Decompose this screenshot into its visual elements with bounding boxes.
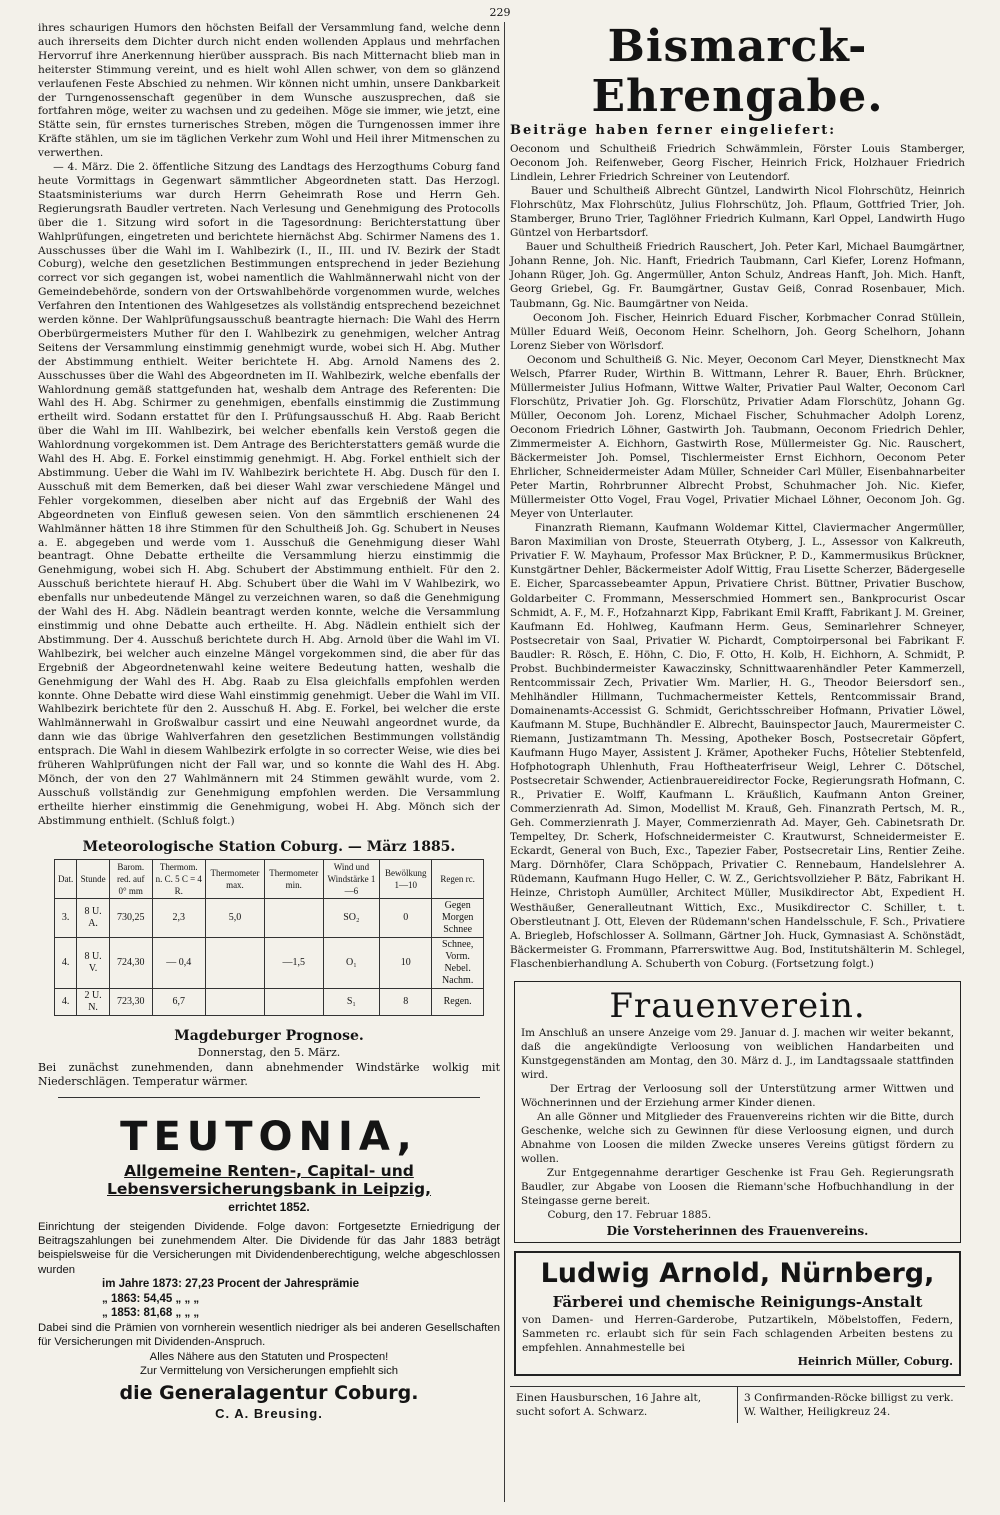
page-number: 229 (489, 6, 511, 19)
arnold-text: von Damen- und Herren-Garderobe, Putzartikeln, Möbelstoffen, Federn, Sammeten rc. erlaubt sich für sein Fach schlagenden Arbeiten bestens zu empfehlen. Annahmestelle bei (522, 1314, 953, 1355)
right-column (510, 22, 965, 1423)
meteo-header: Barom. red. auf 0° mm (109, 859, 152, 898)
meteo-cell: 2 U. N. (77, 988, 110, 1015)
meteo-header: Wind und Windstärke 1—6 (323, 859, 380, 898)
meteo-cell: 723,30 (109, 988, 152, 1015)
frauenverein-title: Frauenverein. (609, 985, 866, 1026)
arnold-subtitle: Färberei und chemische Reinigungs-Anstalt (552, 1293, 923, 1312)
prognose-title: Magdeburger Prognose. (174, 1027, 364, 1044)
teutonia-dividend-row: im Jahre 1873: 27,23 Procent der Jahresprämie (102, 1278, 359, 1291)
arnold-ad (514, 1251, 961, 1376)
teutonia-text-2: Dabei sind die Prämien von vornherein wesentlich niedriger als bei anderen Gesellschaften für Versicherungen mit Dividenden-Anspruch. (38, 1321, 500, 1349)
meteo-cell (264, 988, 323, 1015)
meteo-header: Dat. (55, 859, 77, 898)
frauenverein-notice (514, 981, 961, 1244)
meteo-header: Thermometer min. (264, 859, 323, 898)
meteo-cell: Regen. (432, 988, 484, 1015)
section-rule (58, 1097, 480, 1098)
meteo-cell: 3. (55, 898, 77, 937)
meteo-cell (205, 937, 264, 988)
meteo-table (54, 859, 484, 1016)
meteo-cell: 8 U. A. (77, 898, 110, 937)
small-ads-row (510, 1386, 965, 1423)
teutonia-agent: die Generalagentur Coburg. (119, 1382, 419, 1405)
meteo-cell: —1,5 (264, 937, 323, 988)
meteo-header: Thermom. n. C. 5 C = 4 R. (152, 859, 205, 898)
teutonia-text-3: Alles Nähere aus den Statuten und Prospecten! (149, 1350, 389, 1363)
meteo-cell: 6,7 (152, 988, 205, 1015)
teutonia-text: Einrichtung der steigenden Dividende. Folge davon: Fortgesetzte Erniedrigung der Beitragszahlungen bei zunehmendem Alter. Die Dividende für das Jahr 1883 beträgt beispielsweise für die Versicherungen mit Dividendenberechtigung, welche abgeschlossen wurden (38, 1220, 500, 1276)
meteo-cell: 2,3 (152, 898, 205, 937)
meteo-cell: — 0,4 (152, 937, 205, 988)
meteo-cell: O₁ (323, 937, 380, 988)
landtag-article: ihres schaurigen Humors den höchsten Beifall der Versammlung fand, welche denn auch ihrerseits dem Dichter durch nicht enden wollenden Applaus und mehrfachen Hervorruf ihre Anerkennung hierüber aussprach. Bis nach Mitternacht blieb man in heiterster Stimmung vereint, und es hielt wohl Allen schwer, von dem so glänzend verlaufenen Feste Abschied zu nehmen. Wir können nicht umhin, unsere Dankbarkeit der Turngenossenschaft gegenüber in dem Wunsche auszusprechen, daß sie fortfahren möge, weiter zu wachsen und zu gedeihen. Möge sie immer, wie jetzt, eine Stätte sein, für ernstes turnerisches Streben, mögen die Turngenossen immer ihre Kräfte stählen, um sie im täglichen Verkehr zum Wohl und Heil ihrer Mitmenschen zu verwerthen. — 4. März. Die 2. öffentliche Sitzung des Landtags des Herzogthums Coburg fand heute Vormittags in Gegenwart sämmtlicher Abgeordneten statt. Das Herzogl. Staatsministeriums war durch Herrn Geheimrath Rose und Herrn Geh. Regierungsrath Baudler vertreten. Nach Verlesung und Genehmigung des Protocolls über die 1. Sitzung wird sofort in die Tagesordnung: Berichterstattung über Wahlprüfungen, eingetreten und berichtete hiernächst Abg. Schirmer Namens des 1. Ausschusses über die Wahl im I. Wahlbezirk (I., II., III. und IV. Bezirk der Stadt Coburg), welche den gesetzlichen Bestimmungen entsprechend in jeder Beziehung correct vor sich gegangen ist, wobei namentlich die Wahlmännerwahl nicht von der Gemeindebehörde, sondern von der Ortswahlbehörde vorgenommen wurde, welches Verfahren den Intentionen des Wahlgesetzes als vollständig entsprechend bezeichnet werden könne. Der Wahlprüfungsausschuß beantragte hiernach: Die Wahl des Herrn Oberbürgermeisters Muther für den I. Wahlbezirk zu genehmigen, welcher Antrag Seitens der Versammlung einstimmig genehmigt wurde, wobei sich H. Abg. Muther der Abstimmung enthielt. Weiter berichtete H. Abg. Arnold Namens des 2. Ausschusses über die Wahl des Abgeordneten im II. Wahlbezirk, welche ebenfalls der Wahlordnung gemäß stattgefunden hat, weshalb dem Antrage des Referenten: Die Wahl des H. Abg. Schirmer zu genehmigen, ebenfalls einstimmig die Zustimmung ertheilt wird. Sodann erstattet für den I. Prüfungsausschuß H. Abg. Raab Bericht über die Wahl im III. Wahlbezirk, bei welcher ebenfalls kein Verstoß gegen die Wahlordnung vorgekommen ist. Dem Antrage des Berichterstatters gemäß wurde die Wahl des H. Abg. E. Forkel einstimmig genehmigt. H. Abg. Forkel enthielt sich der Abstimmung. Ueber die Wahl im IV. Wahlbezirk berichtete H. Abg. Dusch für den I. Ausschuß mit dem Bemerken, daß bei dieser Wahl zwar verschiedene Mängel und Fehler vorgekommen, dieselben aber nicht auf das Ergebniß der Wahl des Abgeordneten von Einfluß gewesen seien. Von den sämmtlich erschienenen 24 Wahlmänner hätten 18 ihre Stimmen für den Schultheiß Joh. Gg. Schubert in Neuses a. E. abgegeben und werde vom 1. Ausschuß die Genehmigung dieser Wahl beantragt. Ohne Debatte ertheilte die Versammlung hierzu einstimmig die Genehmigung, wobei sich H. Abg. Schubert der Abstimmung enthielt. Für den 2. Ausschuß berichtete hierauf H. Abg. Schubert über die Wahl im V Wahlbezirk, wo ebenfalls nur unbedeutende Mängel zu verzeichnen waren, so daß die Genehmigung der Wahl des H. Abg. Nädlein beantragt werden konnte, welche die Versammlung einstimmig und ohne Debatte auch ertheilte. H. Abg. Nädlein enthielt sich der Abstimmung. Der 4. Ausschuß berichtete durch H. Abg. Arnold über die Wahl im VI. Wahlbezirk, bei welcher auch einzelne Mängel vorgekommen sind, die aber für das Ergebniß der Abgeordnetenwahl keine weitere Bedeutung hatten, weshalb die Genehmigung der Wahl des H. Abg. Raab zu Elsa gleichfalls empfohlen werden konnte. Ohne Debatte wird diese Wahl einstimmig genehmigt. Ueber die Wahl im VII. Wahlbezirk berichtete für den 2. Ausschuß H. Abg. E. Forkel, bei welcher die erste Wahlmännerwahl in Großwalbur cassirt und eine Neuwahl angeordnet wurde, da dann wie das übrige Wahlverfahren den gesetzlichen Bestimmungen vollständig entsprach. Die Wahl in diesem Wahlbezirk erfolgte in so correcter Weise, wie dies bei früheren Wahlprüfungen nicht der Fall war, und so konnte die Wahl des H. Abg. Mönch, der von den 27 Wahlmännern mit 24 Stimmen gewählt wurde, vom 2. Ausschuß vollständig zur Genehmigung empfohlen werden. Die Versammlung ertheilte hierher einstimmig die Genehmigung, wobei H. Abg. Mönch sich der Abstimmung enthielt. (Schluß folgt.) (38, 22, 501, 827)
meteo-cell: 8 (380, 988, 432, 1015)
meteo-cell (264, 898, 323, 937)
meteo-cell: 5,0 (205, 898, 264, 937)
teutonia-agent-name: C. A. Breusing. (215, 1406, 323, 1422)
bismarck-title: Bismarck-Ehrengabe. (591, 21, 884, 122)
table-row (55, 988, 484, 1015)
prognose-date: Donnerstag, den 5. März. (197, 1045, 341, 1059)
bismarck-donor-list: Oeconom und Schultheiß Friedrich Schwämmlein, Förster Louis Stamberger, Oeconom Joh. Reifenweber, Georg Fischer, Heinrich Frick, Holzhauer Friedrich Lindlein, Lehrer Friedrich Schreiner von Leutendorf. Bauer und Schultheiß Albrecht Güntzel, Landwirth Nicol Flohrschütz, Heinrich Flohrschütz, Max Flohrschütz, Julius Flohrschütz, Joh. Pflaum, Gottfried Trier, Joh. Stamberger, Bruno Trier, Taglöhner Friedrich Kulmann, Karl Oppel, Landwirth Hugo Güntzel von Herbartsdorf. Bauer und Schultheiß Friedrich Rauschert, Joh. Peter Karl, Michael Baumgärtner, Johann Renne, Joh. Nic. Hanft, Friedrich Taubmann, Carl Kiefer, Lorenz Hofmann, Johann Rüger, Joh. Gg. Angermüller, Anton Schulz, Andreas Hanft, Joh. Mich. Hanft, Georg Griebel, Gg. Fr. Baumgärtner, Gustav Geiß, Conrad Rosenbauer, Mich. Taubmann, Gg. Nic. Baumgärtner von Neida. Oeconom Joh. Fischer, Heinrich Eduard Fischer, Korbmacher Conrad Stüllein, Müller Eduard Weiß, Oeconom Heinr. Schelhorn, Joh. Georg Schelhorn, Johann Lorenz Sieber von Wörlsdorf. Oeconom und Schultheiß G. Nic. Meyer, Oeconom Carl Meyer, Dienstknecht Max Welsch, Pfarrer Ruder, Wirthin B. Wittmann, Lehrer R. Bauer, Ehrh. Brückner, Müllermeister Julius Hofmann, Wittwe Walter, Privatier Paul Walter, Oeconom Carl Florschütz, Privatier Joh. Gg. Florschütz, Privatier Adam Florschütz, Johann Gg. Müller, Oeconom Joh. Lorenz, Michael Fischer, Schuhmacher Adolph Lorenz, Oeconom Friedrich Löhner, Gastwirth Joh. Taubmann, Oeconom Friedrich Dehler, Zimmermeister A. Eichhorn, Gastwirth Rose, Müllermeister Gg. Nic. Rauschert, Bäckermeister Joh. Pomsel, Tischlermeister Ernst Eichhorn, Oeconom Peter Ehrlicher, Schneidermeister Adam Müller, Schneider Carl Müller, Eisenbahnarbeiter Peter Martin, Rohrbrunner Albrecht Probst, Schuhmacher Joh. Nic. Kiefer, Müllermeister Otto Vogel, Frau Vogel, Privatier Michael Löhner, Oeconom Joh. Gg. Meyer von Unterlauter. Finanzrath Riemann, Kaufmann Woldemar Kittel, Claviermacher Angermüller, Baron Maximilian von Droste, Steuerrath Otyberg, J. L., Assessor von Kalkreuth, Privatier F. W. Mayhaum, Professor Max Brückner, P. D., Kammermusikus Brückner, Kunstgärtner Dehler, Bäckermeister Adolf Wittig, Frau Lisette Scherzer, Bädergeselle E. Eicher, Sparcassebeamter Appun, Privatiere Christ. Büttner, Privatier Buschow, Goldarbeiter C. Frommann, Messerschmied Hommert sen., Bankprocurist Oscar Schmidt, A. F., M. F., Hofzahnarzt Kipp, Fabrikant Emil Krafft, Fabrikant J. M. Greiner, Kaufmann Ed. Hohlweg, Kaufmann Herm. Geus, Seminarlehrer Schneyer, Postsecretair von Saal, Privatier W. Pichardt, Comptoirpersonal bei Fabrikant F. Baudler: R. Rösch, E. Höhn, C. Dio, F. Otto, H. Kolb, H. Eichhorn, A. Schmidt, P. Probst. Buchbindermeister Kawaczinsky, Schnittwaarenhändler Peter Kammerzell, Rentcommissair Zech, Privatier Wm. Marlier, H. G., Theodor Beiersdorf sen., Mehlhändler Hillmann, Tuchmachermeister Kettels, Rentcommissair Brand, Domainenamts-Accessist G. Schmidt, Gerichtsschreiber Hofmann, Privatier Löwel, Kaufmann M. Stupe, Buchhändler E. Albrecht, Bauinspector Jauch, Maurermeister C. Riemann, Justizamtmann Th. Messing, Apotheker Bosch, Postsecretair Göpfert, Kaufmann Hugo Mayer, Assistent J. Krämer, Apotheker Fuchs, Hôtelier Stebtenfeld, Hofphotograph Uhlenhuth, Frau Hoftheaterfriseur Weigl, Lehrer C. Dötschel, Postsecretair Schwender, Actienbrauereidirector Focke, Regierungsrath Hofmann, C. R., Privatier E. Wolff, Kaufmann L. Kräußlich, Kaufmann Anton Greiner, Commerzienrath Ad. Simon, Modellist M. Krauß, Geh. Finanzrath Pertsch, M. R., Geh. Commerzienrath J. Mayer, Commerzienrath Ad. Mayer, Geh. Cabinetsrath Dr. Tempeltey, Dr. Scherk, Hofschneidermeister C. Krautwurst, Schneidermeister E. Eckardt, General von Buch, Exc., Tapezier Faber, Postsecretair Lins, Rentier Zeihe. Marg. Dörnhöfer, Clara Schöppach, Privatier C. Rennebaum, Handelslehrer A. Rüdemann, Kaufmann Hugo Heller, C. W. Z., Gerichtsvollzieher P. Bätz, Fabrikant H. Heinze, Christoph Aumüller, Architect Müller, Musikdirector Abt, Expedient H. Westhäußer, Generalleutnant Wittich, Exc., Musikdirector C. Schiller, t. t. Oberstleutnant J. Ott, Eleven der Rüdemann'schen Handelsschule, F. Sch., Privatiere A. Briegleb, Hofschlosser A. Sollmann, Gärtner Joh. Huck, Gymnasiast A. Schönstädt, Bäckermeister G. Frommann, Pfarrerswittwe Aug. Bod, Institutshälterin M. Schlegel, Flaschenbierhandlung A. Schuberth von Coburg. (Fortsetzung folgt.) (510, 143, 965, 970)
meteo-cell (205, 988, 264, 1015)
meteo-cell: SO₂ (323, 898, 380, 937)
meteo-cell: 4. (55, 988, 77, 1015)
meteo-cell: 730,25 (109, 898, 152, 937)
small-ad-confirmanden: 3 Confirmanden-Röcke billigst zu verk. W. Walther, Heiligkreuz 24. (737, 1387, 965, 1423)
meteo-cell: 8 U. V. (77, 937, 110, 988)
teutonia-established: errichtet 1852. (228, 1199, 310, 1214)
left-column (38, 22, 500, 1421)
table-row (55, 898, 484, 937)
table-row (55, 937, 484, 988)
column-divider (504, 22, 505, 1502)
teutonia-ad (38, 1114, 500, 1422)
small-ad-hausbursche: Einen Hausburschen, 16 Jahre alt, sucht sofort A. Schwarz. (516, 1392, 702, 1419)
meteo-header: Stunde (77, 859, 110, 898)
meteo-cell: Gegen Morgen Schnee (432, 898, 484, 937)
teutonia-dividend-row: „ 1853: 81,68 „ „ „ (102, 1307, 200, 1320)
meteo-cell: 10 (380, 937, 432, 988)
teutonia-dividend-row: „ 1863: 54,45 „ „ „ (102, 1292, 200, 1305)
meteo-cell: Schnee, Vorm. Nebel. Nachm. (432, 937, 484, 988)
meteo-cell: S₁ (323, 988, 380, 1015)
meteo-cell: 4. (55, 937, 77, 988)
meteo-cell: 0 (380, 898, 432, 937)
meteo-header-row (55, 859, 484, 898)
teutonia-title: TEUTONIA, (120, 1113, 418, 1160)
frauenverein-text: Im Anschluß an unsere Anzeige vom 29. Januar d. J. machen wir weiter bekannt, daß die angekündigte Verloosung von weiblichen Handarbeiten und Kunstgegenständen am Montag, den 30. März d. J., im Landtagssaale stattfinden wird. Der Ertrag der Verloosung soll der Unterstützung armer Wittwen und Wöchnerinnen und der Erziehung armer Kinder dienen. An alle Gönner und Mitglieder des Frauenvereins richten wir die Bitte, durch Geschenke, welche sich zu Gewinnen für diese Verloosung eignen, und durch Abnahme von Loosen die milden Zwecke unseres Vereins gütigst fördern zu wollen. Zur Entgegennahme derartiger Geschenke ist Frau Geh. Regierungsrath Baudler, zur Abgabe von Loosen die Riemann'sche Hofbuchhandlung in der Steingasse gerne bereit. Coburg, den 17. Februar 1885. (521, 1026, 954, 1222)
frauenverein-signature: Die Vorsteherinnen des Frauenvereins. (606, 1224, 869, 1239)
teutonia-text-4: Zur Vermittelung von Versicherungen empfiehlt sich (139, 1364, 399, 1377)
meteo-cell: 724,30 (109, 937, 152, 988)
teutonia-subtitle: Allgemeine Renten-, Capital- und Lebensversicherungsbank in Leipzig, (107, 1161, 431, 1198)
meteo-header: Thermometer max. (205, 859, 264, 898)
prognose-text: Bei zunächst zunehmenden, dann abnehmender Windstärke wolkig mit Niederschlägen. Temperatur wärmer. (38, 1060, 500, 1088)
arnold-title: Ludwig Arnold, Nürnberg, (540, 1258, 935, 1290)
arnold-address: Heinrich Müller, Coburg. (797, 1355, 953, 1369)
meteo-header: Bewölkung 1—10 (380, 859, 432, 898)
meteo-title: Meteorologische Station Coburg. — März 1885. (82, 838, 456, 855)
bismarck-subhead: Beiträge haben ferner eingeliefert: (510, 123, 837, 138)
meteo-header: Regen rc. (432, 859, 484, 898)
